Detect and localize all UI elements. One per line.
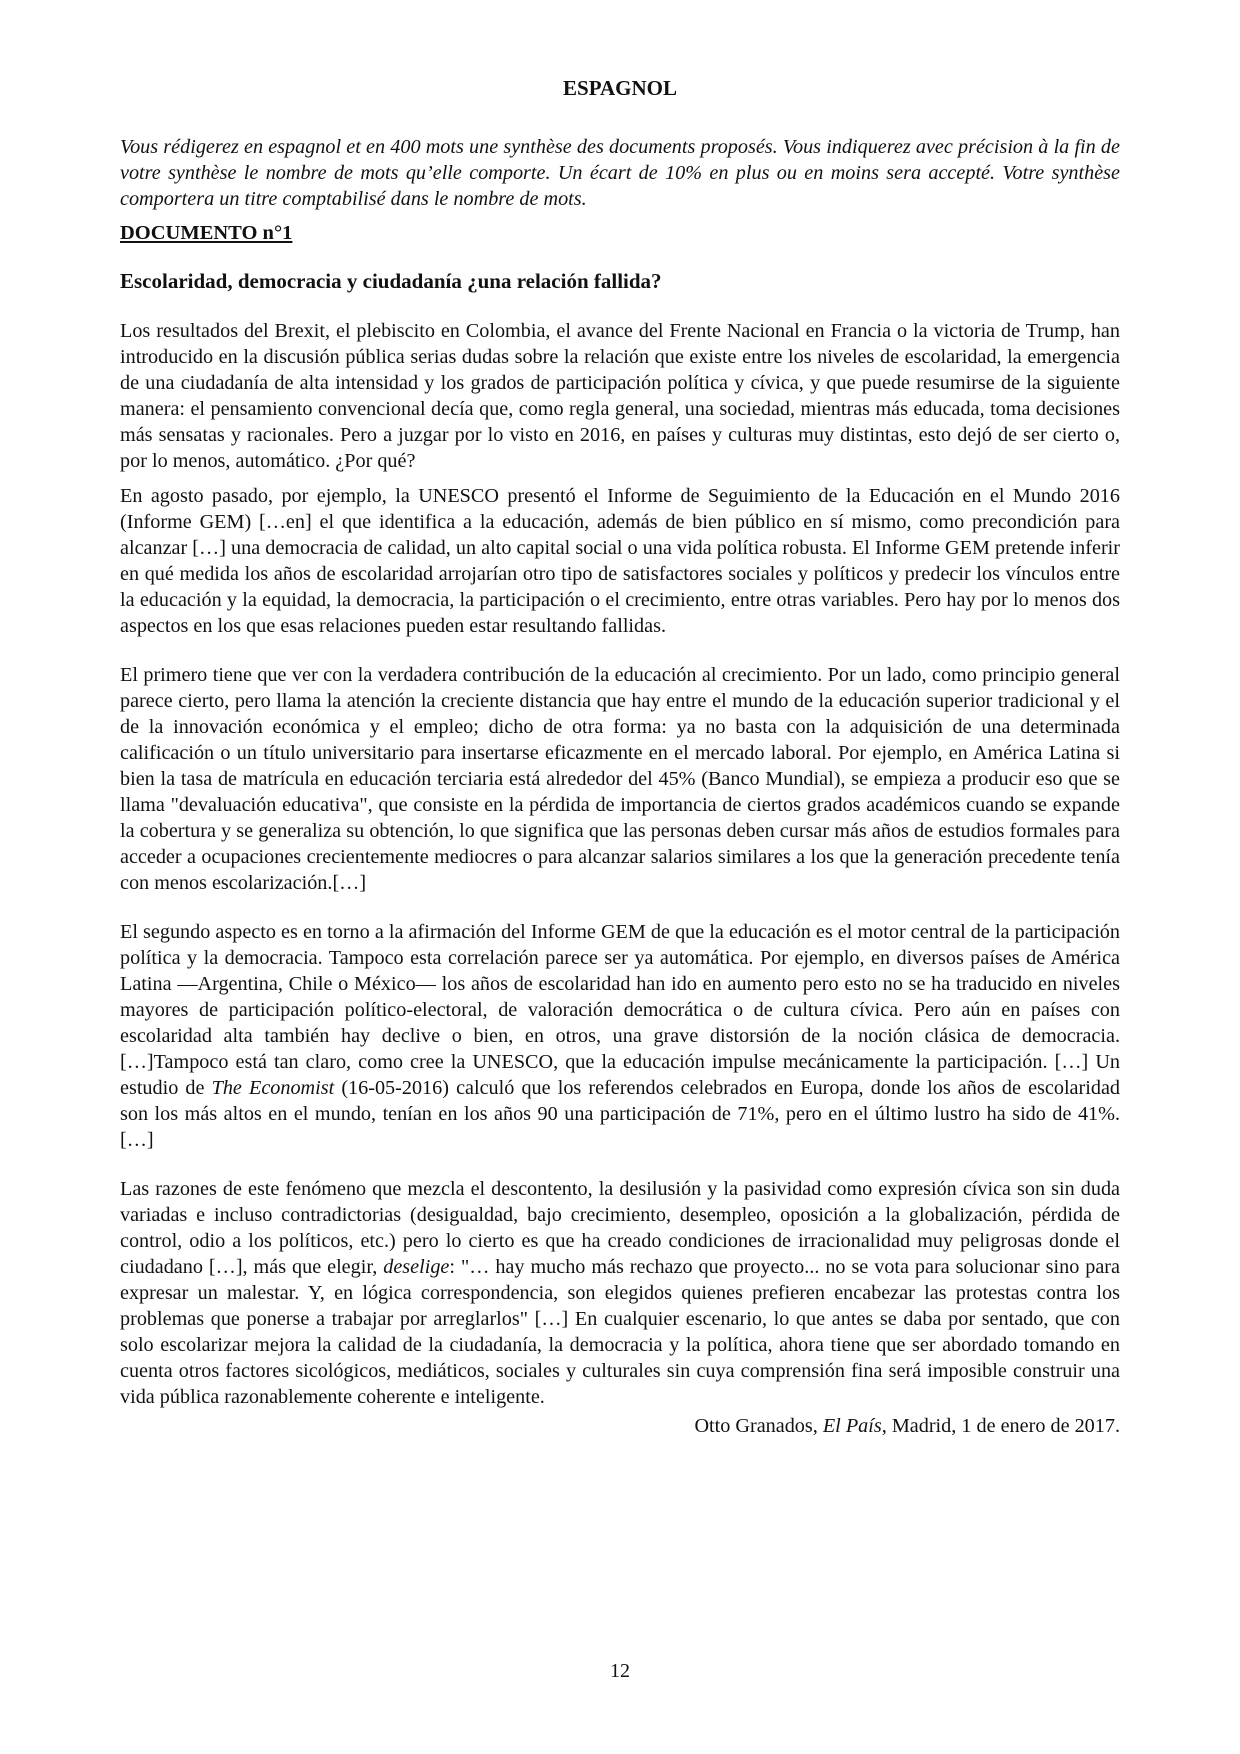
page-content: [120, 134, 1120, 1439]
paragraph-2: En agosto pasado, por ejemplo, la UNESCO presentó el Informe de Seguimiento de la Educación en el Mundo 2016 (Informe GEM) […en] el que identifica a la educación, además de bien público en sí mismo, como precondición para alcanzar […] una democracia de calidad, un alto capital social o una vida política robusta. El Informe GEM pretende inferir en qué medida los años de escolaridad arrojarían otro tipo de satisfactores sociales y políticos y predecir los vínculos entre la educación y la equidad, la democracia, la participación o el crecimiento, entre otras variables. Pero hay por lo menos dos aspectos en los que esas relaciones pueden estar resultando fallidas.: [120, 485, 1120, 637]
paragraph-3: El primero tiene que ver con la verdadera contribución de la educación al crecimiento. Por un lado, como principio general parece cierto, pero llama la atención la creciente distancia que hay entre el mundo de la educación superior tradicional y el de la innovación económica y el empleo; dicho de otra forma: ya no basta con la adquisición de una determinada calificación o un título universitario para insertarse eficazmente en el mercado laboral. Por ejemplo, en América Latina si bien la tasa de matrícula en educación terciaria está alrededor del 45% (Banco Mundial), se empieza a producir eso que se llama "devaluación educativa", que consiste en la pérdida de importancia de ciertos grados académicos cuando se expande la cobertura y se generaliza su obtención, lo que significa que las personas deben cursar más años de estudios formales para acceder a ocupaciones crecientemente mediocres o para alcanzar salarios similares a los que la generación precedente tenía con menos escolarización.[…]: [120, 664, 1120, 894]
emphasized-word: deselige: [383, 1256, 450, 1278]
subject-heading: ESPAGNOL: [563, 76, 677, 100]
paragraph-5-text-a: Las razones de este fenómeno que mezcla el descontento, la desilusión y la pasividad como expresión cívica son sin duda variadas e incluso contradictorias (desigualdad, bajo crecimiento, desempleo, oposición a la globalización, pérdida de control, odio a los políticos, etc.) pero lo cierto es que ha creado condiciones de irracionalidad muy peligrosas donde el ciudadano […], más que elegir,: [120, 1178, 1120, 1278]
paragraph-1: Los resultados del Brexit, el plebiscito en Colombia, el avance del Frente Nacional en Francia o la victoria de Trump, han introducido en la discusión pública serias dudas sobre la relación que existe entre los niveles de escolaridad, la emergencia de una ciudadanía de alta intensidad y los grados de participación política y cívica, y que puede resumirse de la siguiente manera: el pensamiento convencional decía que, como regla general, una sociedad, mientras más educada, toma decisiones más sensatas y racionales. Pero a juzgar por lo visto en 2016, en países y culturas muy distintas, esto dejó de ser cierto o, por lo menos, automático. ¿Por qué?: [120, 320, 1120, 472]
paragraph-4: [120, 919, 1120, 1153]
paragraph-5: [120, 1176, 1120, 1410]
page-number: 12: [610, 1660, 630, 1682]
article-title: Escolaridad, democracia y ciudadanía ¿una relación fallida?: [120, 269, 662, 293]
source-citation: [120, 1413, 1120, 1439]
exam-instructions: Vous rédigerez en espagnol et en 400 mots une synthèse des documents proposés. Vous indiquerez avec précision à la fin de votre synthèse le nombre de mots qu’elle comporte. Un écart de 10% en plus ou en moins sera accepté. Votre synthèse comportera un titre comptabilisé dans le nombre de mots.: [120, 136, 1120, 210]
author-name: Otto Granados,: [694, 1415, 823, 1437]
paragraph-5-text-b: : "… hay mucho más rechazo que proyecto... no se vota para solucionar sino para expresar un malestar. Y, en lógica correspondencia, son elegidos quienes prefieren encabezar las protestas contra los problemas que ponerse a trabajar por arreglarlos" […] En cualquier escenario, lo que antes se daba por sentado, que con solo escolarizar mejora la calidad de la ciudadanía, la democracia y la política, ahora tiene que ser abordado tomando en cuenta otros factores sicológicos, mediáticos, sociales y culturales sin cuya comprensión fina será imposible construir una vida pública razonablemente coherente e inteligente.: [120, 1256, 1120, 1408]
document-label: DOCUMENTO n°1: [120, 222, 293, 244]
paragraph-4-text-a: El segundo aspecto es en torno a la afirmación del Informe GEM de que la educación es el motor central de la participación política y la democracia. Tampoco esta correlación parece ser ya automática. Por ejemplo, en diversos países de América Latina —Argentina, Chile o México— los años de escolaridad han ido en aumento pero esto no se ha traducido en niveles mayores de participación político-electoral, de valoración democrática o de cultura cívica. Pero aún en países con escolaridad alta también hay declive o bien, en otros, una grave distorsión de la noción clásica de democracia. […]Tampoco está tan claro, como cree la UNESCO, que la educación impulse mecánicamente la participación. […] Un estudio de: [120, 921, 1120, 1099]
publication-name: The Economist: [211, 1077, 335, 1099]
citation-details: , Madrid, 1 de enero de 2017.: [881, 1415, 1120, 1437]
paragraph-4-text-b: (16-05-2016) calculó que los referendos celebrados en Europa, donde los años de escolaridad son los más altos en el mundo, tenían en los años 90 una participación de 71%, pero en el último lustro ha sido de 41%. […]: [120, 1077, 1120, 1151]
newspaper-name: El País: [822, 1415, 882, 1437]
